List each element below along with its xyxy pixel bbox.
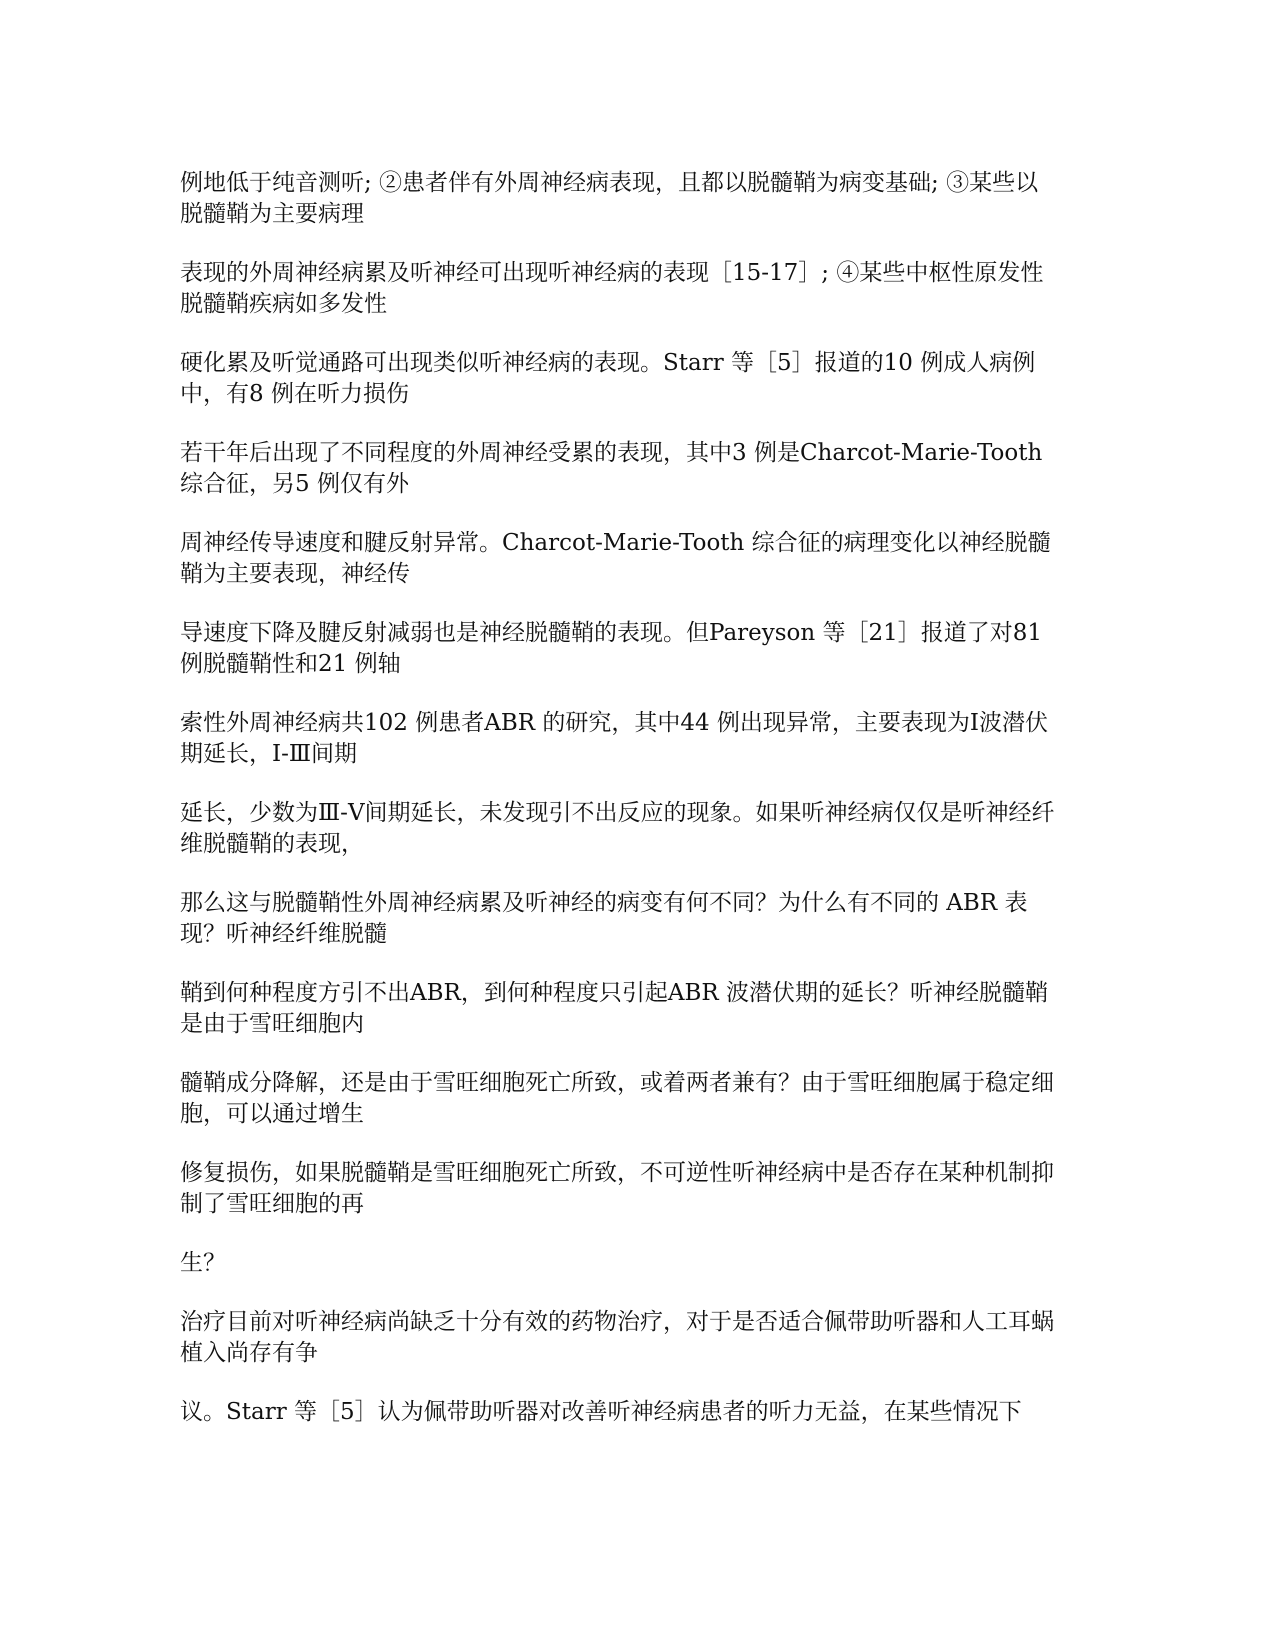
paragraph: 修复损伤，如果脱髓鞘是雪旺细胞死亡所致，不可逆性听神经病中是否存在某种机制抑制了雪旺细胞的再: [180, 1160, 1054, 1217]
paragraph: 鞘到何种程度方引不出ABR，到何种程度只引起ABR 波潜伏期的延长？听神经脱髓鞘是由于雪旺细胞内: [180, 980, 1048, 1037]
paragraph: 周神经传导速度和腱反射异常。Charcot-Marie-Tooth 综合征的病理变化以神经脱髓鞘为主要表现，神经传: [180, 530, 1051, 587]
body-text: [180, 168, 1060, 1456]
paragraph: 延长，少数为Ⅲ-Ⅴ间期延长，未发现引不出反应的现象。如果听神经病仅仅是听神经纤维脱髓鞘的表现，: [180, 800, 1055, 857]
paragraph: 若干年后出现了不同程度的外周神经受累的表现，其中3 例是Charcot-Marie-Tooth 综合征，另5 例仅有外: [180, 440, 1043, 497]
paragraph: 导速度下降及腱反射减弱也是神经脱髓鞘的表现。但Pareyson 等［21］报道了对81 例脱髓鞘性和21 例轴: [180, 620, 1043, 677]
paragraph: 索性外周神经病共102 例患者ABR 的研究，其中44 例出现异常，主要表现为Ⅰ波潜伏期延长，Ⅰ-Ⅲ间期: [180, 710, 1049, 767]
paragraph: 议。Starr 等［5］认为佩带助听器对改善听神经病患者的听力无益，在某些情况下: [180, 1399, 1022, 1425]
paragraph: 表现的外周神经病累及听神经可出现听神经病的表现［15-17］; ④某些中枢性原发性脱髓鞘疾病如多发性: [180, 260, 1044, 317]
paragraph: 那么这与脱髓鞘性外周神经病累及听神经的病变有何不同？为什么有不同的 ABR 表现？听神经纤维脱髓: [180, 890, 1028, 947]
paragraph: 例地低于纯音测听; ②患者伴有外周神经病表现，且都以脱髓鞘为病变基础; ③某些以脱髓鞘为主要病理: [180, 170, 1039, 227]
paragraph: 硬化累及听觉通路可出现类似听神经病的表现。Starr 等［5］报道的10 例成人病例中，有8 例在听力损伤: [180, 350, 1036, 407]
paragraph: 治疗目前对听神经病尚缺乏十分有效的药物治疗，对于是否适合佩带助听器和人工耳蜗植入尚存有争: [180, 1309, 1054, 1366]
paragraph: 髓鞘成分降解，还是由于雪旺细胞死亡所致，或着两者兼有？由于雪旺细胞属于稳定细胞，可以通过增生: [180, 1070, 1054, 1127]
paragraph: 生？: [180, 1250, 226, 1276]
